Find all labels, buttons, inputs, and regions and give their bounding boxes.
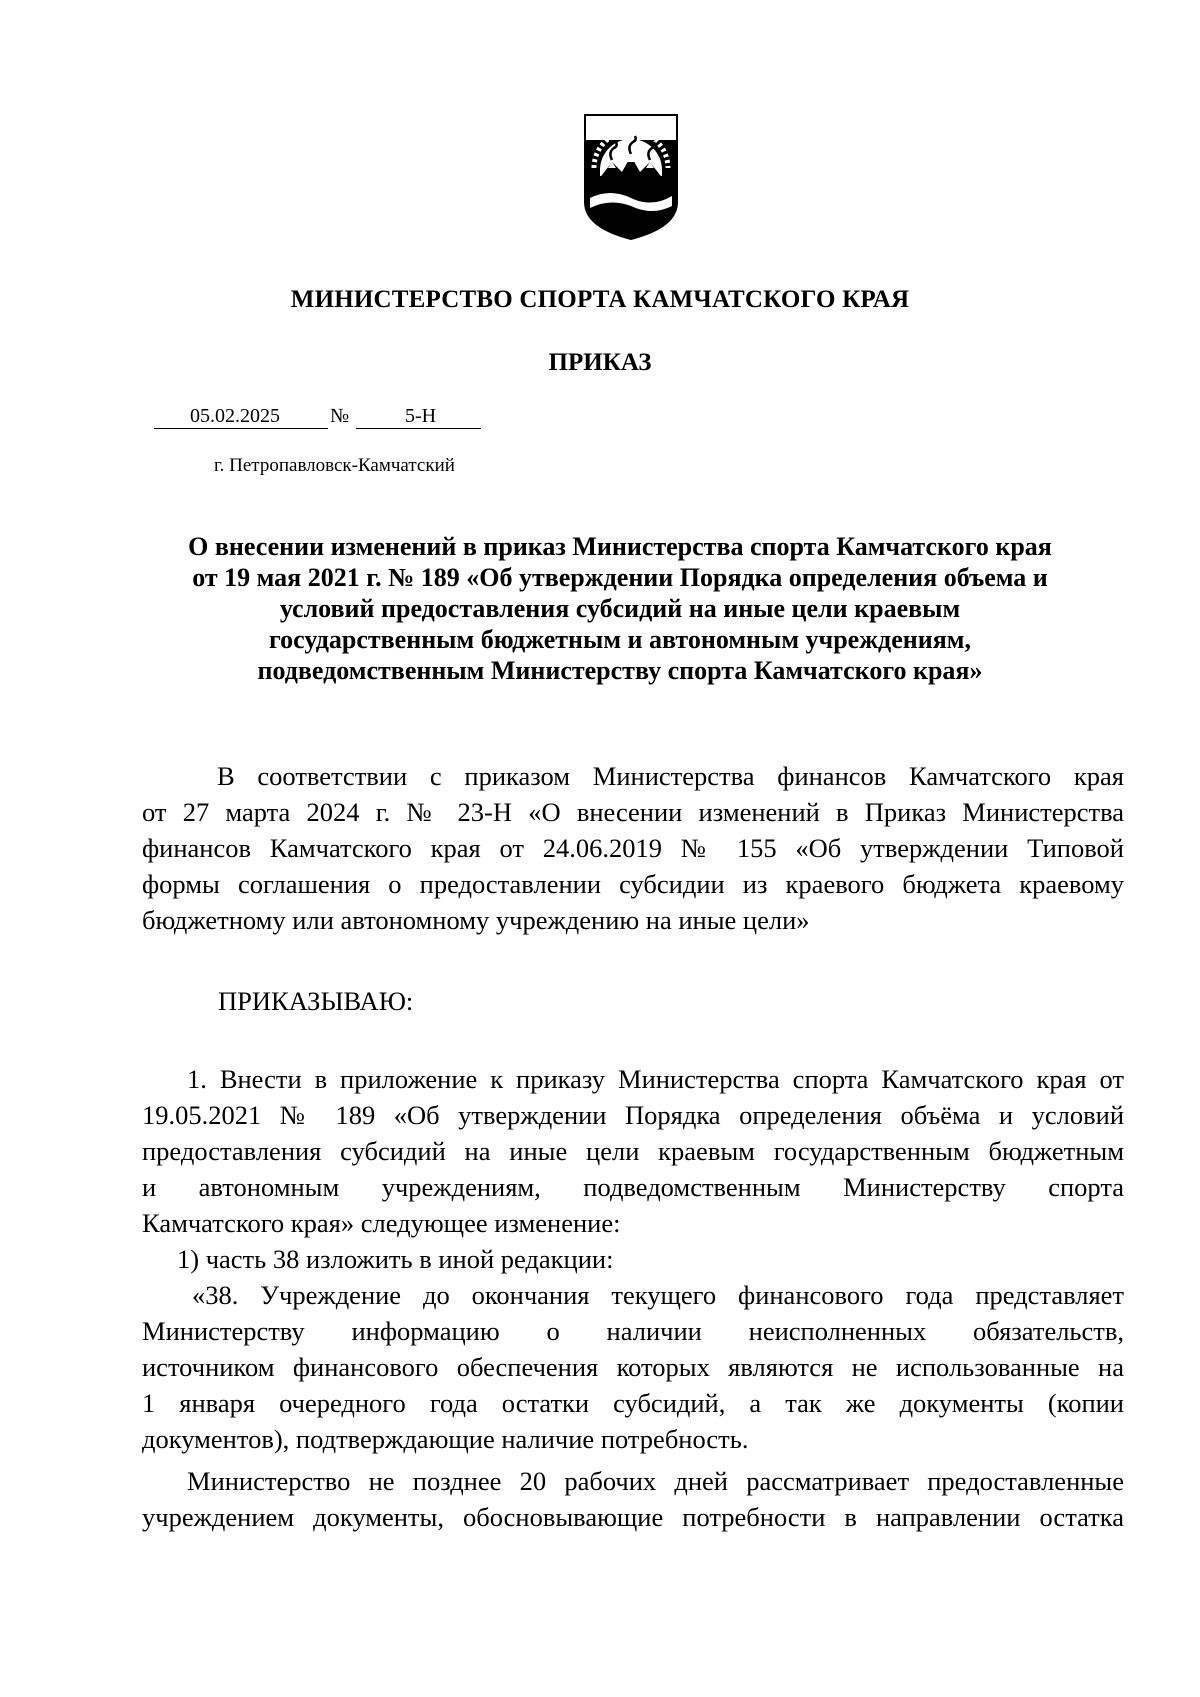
preamble-line: от 27 марта 2024 г. № 23-Н «О внесении изменений в Приказ Министерства — [142, 797, 1124, 827]
item-1 — [142, 1061, 1124, 1241]
item-1-line: 1. Внести в приложение к приказу Министерства спорта Камчатского края от — [187, 1064, 1124, 1094]
part-38-line: «38. Учреждение до окончания текущего финансового года представляет — [192, 1280, 1124, 1310]
heading-line: от 19 мая 2021 г. № 189 «Об утверждении Порядка определения объема и — [192, 563, 1048, 592]
order-date: 05.02.2025 — [190, 405, 280, 427]
order-word: ПРИКАЗЫВАЮ: — [218, 986, 414, 1016]
part-38-line: 1 января очередного года остатки субсидий, а так же документы (копии — [142, 1388, 1124, 1418]
heading-line: О внесении изменений в приказ Министерства спорта Камчатского края — [188, 532, 1052, 561]
preamble-line: формы соглашения о предоставлении субсидии из краевого бюджета краевому — [142, 869, 1124, 899]
item-1-line: Камчатского края» следующее изменение: — [142, 1208, 621, 1238]
part-38 — [142, 1277, 1124, 1457]
ministry-review-line: учреждением документы, обосновывающие потребности в направлении остатка — [142, 1502, 1124, 1532]
date-underline — [154, 428, 328, 429]
ministry-review-line: Министерство не позднее 20 рабочих дней рассматривает предоставленные — [187, 1466, 1124, 1496]
heading-line: условий предоставления субсидий на иные цели краевым — [279, 594, 961, 623]
heading-line: подведомственным Министерству спорта Камчатского края» — [257, 656, 983, 685]
preamble — [142, 758, 1124, 938]
preamble-line: В соответствии с приказом Министерства финансов Камчатского края — [217, 761, 1124, 791]
part-38-line: Министерству информацию о наличии неисполненных обязательств, — [142, 1316, 1124, 1346]
number-underline — [356, 428, 481, 429]
item-1-line: 19.05.2021 № 189 «Об утверждении Порядка определения объёма и условий — [142, 1100, 1124, 1130]
preamble-line: бюджетному или автономному учреждению на иные цели» — [142, 905, 810, 935]
item-1-line: предоставления субсидий на иные цели краевым государственным бюджетным — [142, 1136, 1124, 1166]
number-sign: № — [330, 405, 350, 427]
part-38-line: документов), подтверждающие наличие потребность. — [142, 1424, 749, 1454]
heading-line: государственным бюджетным и автономным учреждениям, — [269, 625, 971, 654]
part-38-line: источником финансового обеспечения которых являются не использованные на — [142, 1352, 1124, 1382]
subitem-1-line: 1) часть 38 изложить в иной редакции: — [177, 1244, 614, 1274]
document-type: ПРИКАЗ — [548, 349, 652, 376]
preamble-line: финансов Камчатского края от 24.06.2019 № 155 «Об утверждении Типовой — [142, 833, 1124, 863]
ministry-review — [142, 1463, 1124, 1535]
kamchatka-coat-of-arms-emblem — [578, 110, 684, 242]
order-heading — [120, 531, 1120, 686]
item-1-line: и автономным учреждениям, подведомственным Министерству спорта — [142, 1172, 1124, 1202]
city: г. Петропавловск-Камчатский — [214, 455, 455, 476]
ministry-name: МИНИСТЕРСТВО СПОРТА КАМЧАТСКОГО КРАЯ — [290, 286, 910, 313]
order-number: 5-Н — [405, 405, 437, 427]
subitem-1 — [142, 1241, 1124, 1277]
